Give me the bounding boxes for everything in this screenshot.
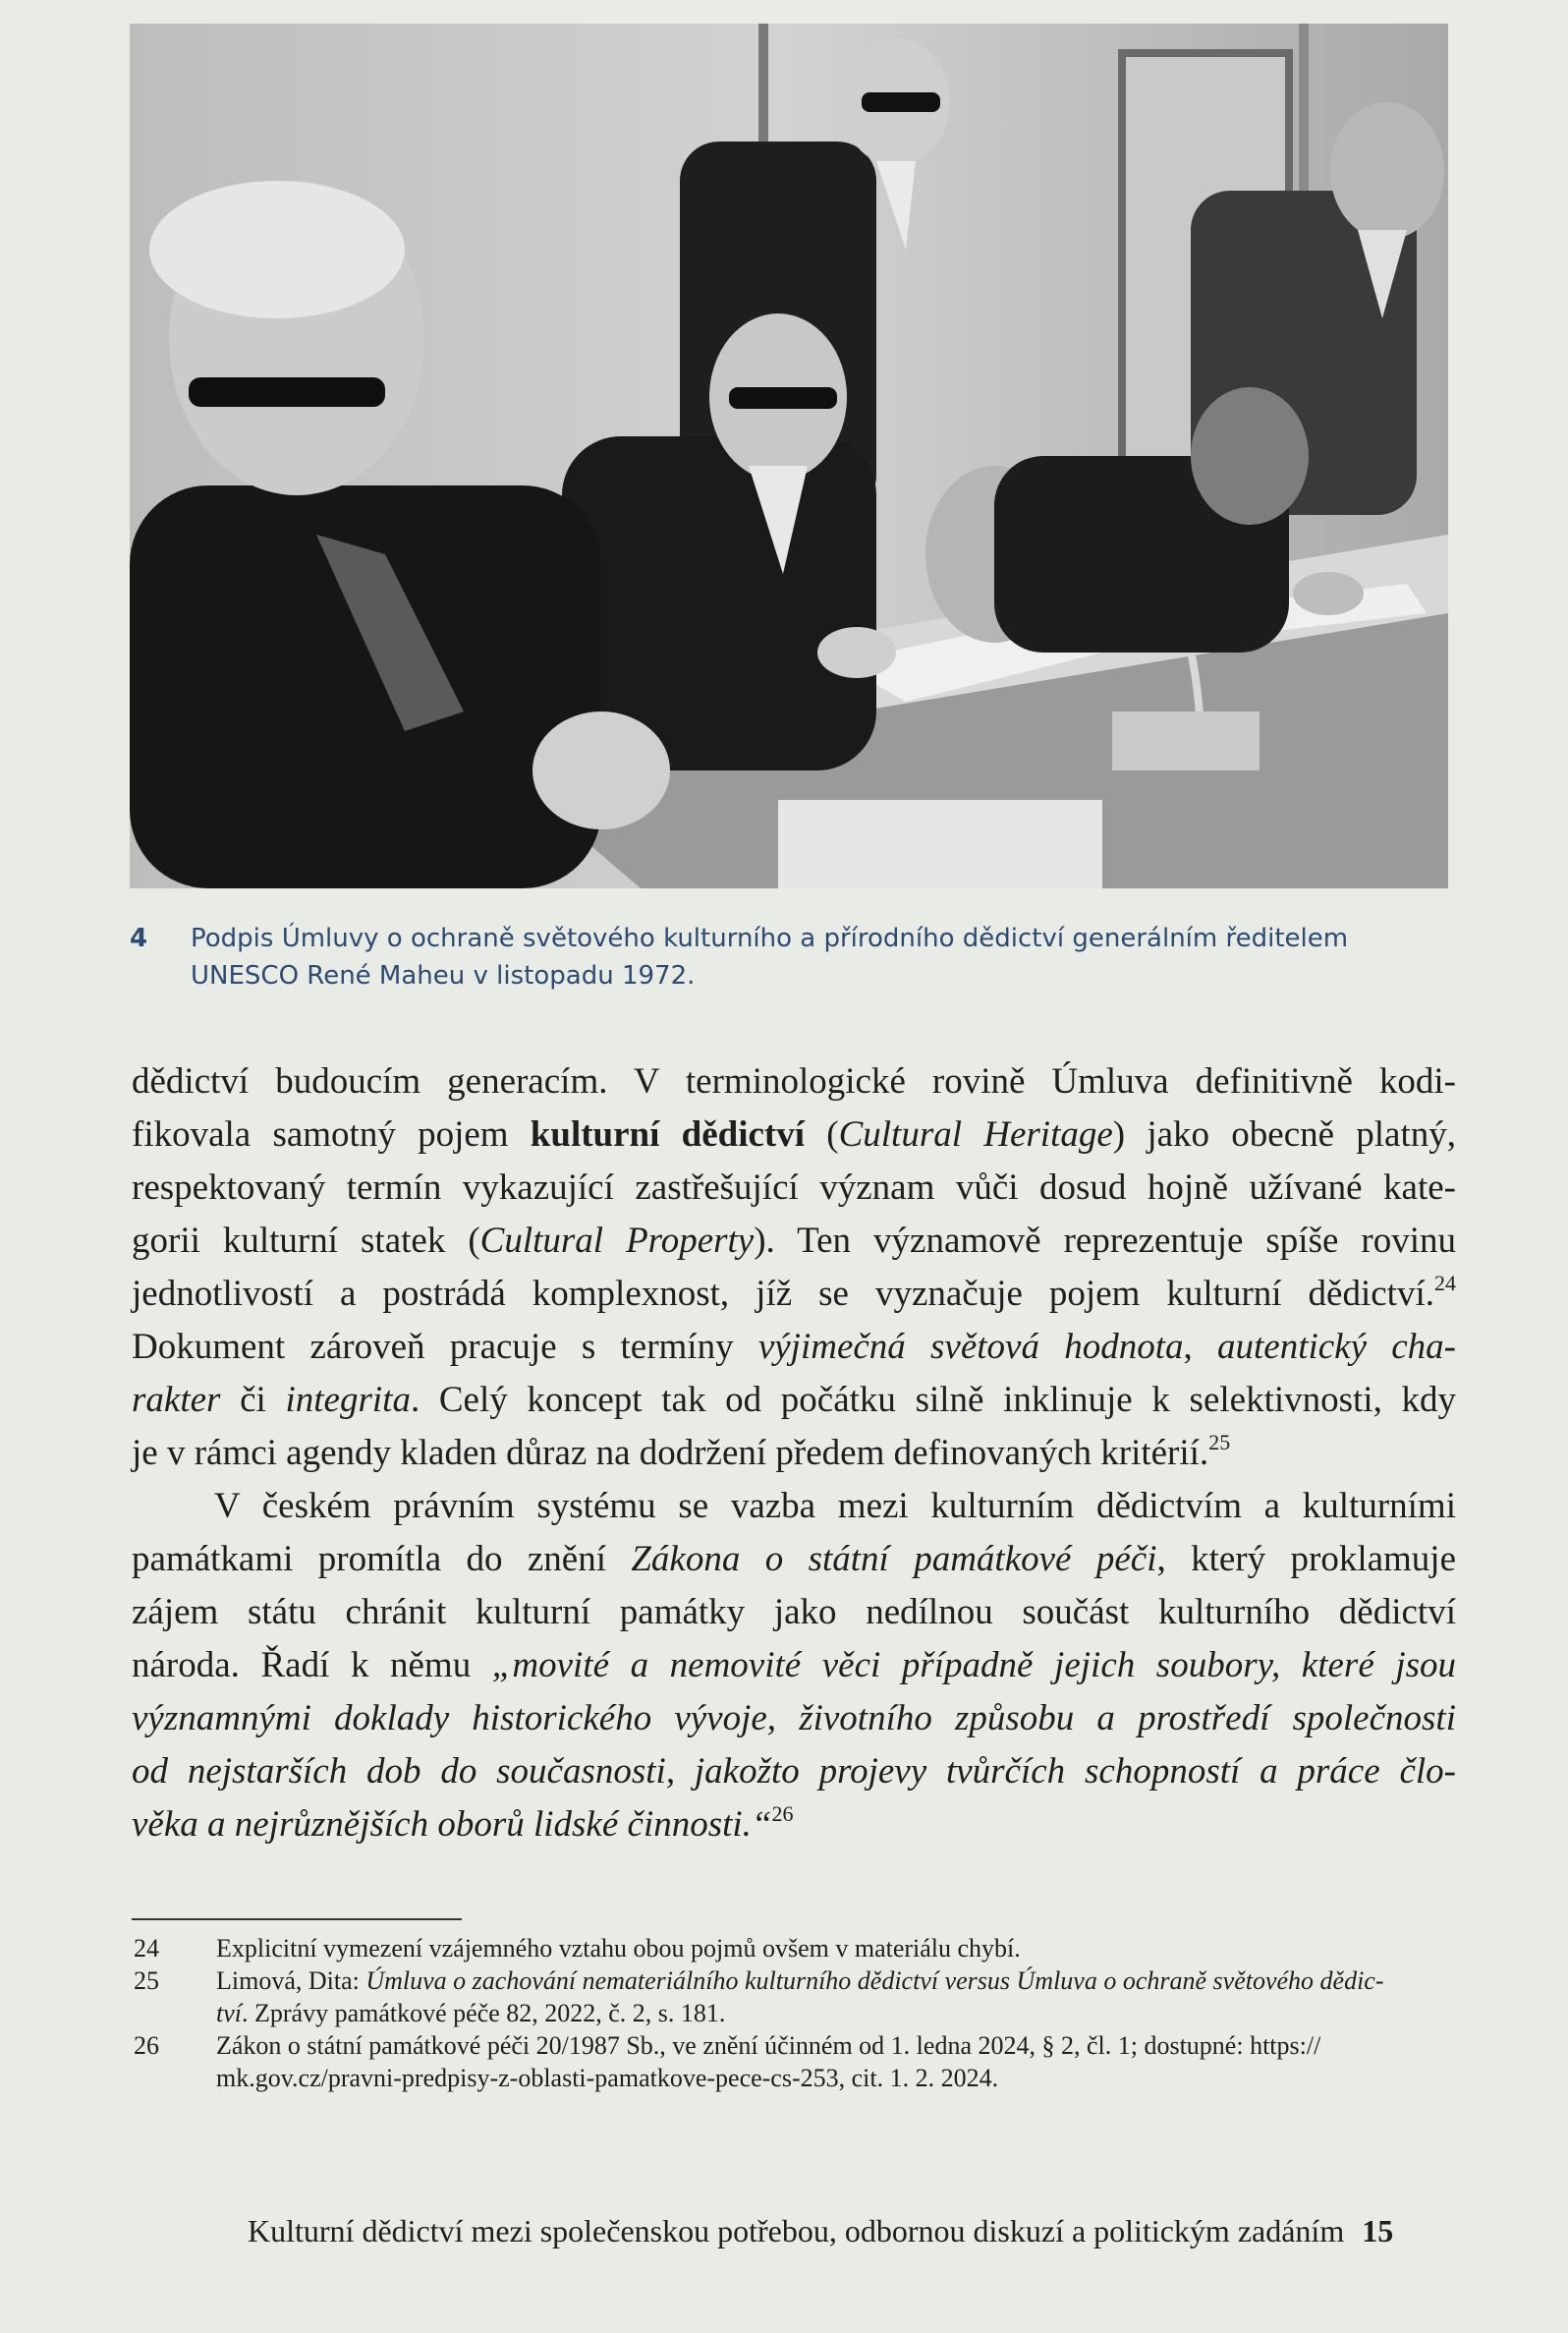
italic-term: Cultural Property [479,1221,755,1261]
text-run: Limová, Dita: [216,1966,366,1995]
text-run: národa. Řadí k němu [132,1645,492,1685]
footnote-number: 26 [134,2031,159,2060]
text-run: ) jako obecně platný, [1112,1114,1457,1155]
text-run: ). Ten významově reprezentuje spíše rovinu [754,1221,1456,1261]
footnote-number: 25 [134,1966,159,1995]
caption-line: Podpis Úmluvy o ochraně světového kulturního a přírodního dědictví generálním ředitelem [191,924,1349,953]
footnotes [132,1932,1468,2094]
text-run: či [220,1380,286,1420]
text-run: gorii kulturní statek ( [132,1221,480,1261]
figure-number: 4 [130,924,148,953]
footnote-ref[interactable]: 26 [771,1800,794,1826]
footnote-number: 24 [134,1934,159,1963]
figure-caption [130,920,1436,995]
footnote-ref[interactable]: 25 [1208,1429,1231,1454]
italic-term: rakter [132,1380,221,1420]
italic-term: Cultural Heritage [838,1114,1113,1155]
footnote-text [216,1997,1468,2029]
paragraph-2-line [132,1533,1456,1586]
text-run: ( [805,1114,839,1155]
caption-line: UNESCO René Maheu v listopadu 1972. [191,961,696,991]
footnote-text [216,1964,1468,1997]
italic-title: Úmluva o zachování nemateriálního kulturního dědictví versus Úmluva o ochraně světového dědic- [365,1966,1384,1995]
running-footer [248,2211,1472,2250]
paragraph-1-line [132,1109,1456,1162]
paragraph-2-line: V českém právním systému se vazba mezi kulturním dědictvím a kulturními [214,1486,1456,1526]
footnote-ref[interactable]: 24 [1434,1270,1456,1295]
paragraph-1-line: dědictví budoucím generacím. V terminologické rovině Úmluva definitivně kodi- [132,1061,1456,1102]
text-run: . Celý koncept tak od počátku silně inklinuje k selektivnosti, kdy [410,1380,1457,1420]
footnote-divider [132,1918,462,1920]
footnote-link[interactable]: mk.gov.cz/pravni-predpisy-z-oblasti-pamatkove-pece-cs-253, cit. 1. 2. 2024. [216,2064,999,2092]
paragraph-2-line [132,1639,1456,1692]
italic-term: integrita [285,1380,411,1420]
text-run: Dokument zároveň pracuje s termíny [132,1327,758,1367]
footnote-text: Explicitní vymezení vzájemného vztahu obou pojmů ovšem v materiálu chybí. [216,1934,1021,1963]
bold-term: kulturní dědictví [530,1114,806,1155]
footnote-26 [132,2029,1468,2094]
quotation: „movité a nemovité věci případně jejich soubory, které jsou [491,1645,1457,1685]
text-run: . Zprávy památkové péče 82, 2022, č. 2, s. 181. [242,1999,726,2027]
page-number: 15 [1362,2213,1394,2248]
italic-term: Zákona o státní památkové péči [631,1539,1157,1579]
body-text [132,1055,1456,1851]
paragraph-1-line: respektovaný termín vykazující zastřešující význam vůči dosud hojně užívané kate- [132,1167,1456,1208]
text-run: fikovala samotný pojem [132,1114,531,1155]
footnote-25 [132,1964,1468,2029]
paragraph-2-line: od nejstarších dob do současnosti, jakožto projevy tvůrčích schopností a práce člo- [132,1751,1456,1792]
paragraph-1-line [132,1215,1456,1268]
paragraph-2-line: významnými doklady historického vývoje, životního způsobu a prostředí společnosti [132,1698,1456,1738]
text-run: jednotlivostí a postrádá komplexnost, jíž se vyznačuje pojem kulturní dědictví. [132,1274,1434,1314]
paragraph-1-line [132,1321,1456,1374]
italic-term: autentický cha- [1217,1327,1457,1367]
paragraph-1-line [132,1427,1456,1480]
footnote-24 [132,1932,1468,1964]
text-run: je v rámci agendy kladen důraz na dodržení předem definovaných kritérií. [132,1433,1209,1473]
paragraph-1-line [132,1374,1456,1427]
figure-caption-text [191,920,1436,995]
quotation: věka a nejrůznějších oborů lidské činnosti.“ [132,1804,772,1845]
text-run: , který proklamuje [1156,1539,1457,1579]
running-title: Kulturní dědictví mezi společenskou potřebou, odbornou diskuzí a politickým zadáním [248,2213,1345,2248]
text-run: památkami promítla do znění [132,1539,632,1579]
italic-title: tví [216,1999,242,2027]
paragraph-2-line [132,1798,1456,1851]
footnote-text: Zákon o státní památkové péči 20/1987 Sb., ve znění účinném od 1. ledna 2024, § 2, čl. 1; dostupné: https:// [216,2031,1321,2060]
photo-image [130,24,1448,888]
paragraph-2-line: zájem státu chránit kulturní památky jako nedílnou součást kulturního dědictví [132,1592,1456,1632]
italic-term: výjimečná světová hodnota [757,1327,1184,1367]
text-run: , [1183,1327,1217,1367]
signing-photo [130,24,1448,888]
paragraph-1-line [132,1268,1456,1321]
